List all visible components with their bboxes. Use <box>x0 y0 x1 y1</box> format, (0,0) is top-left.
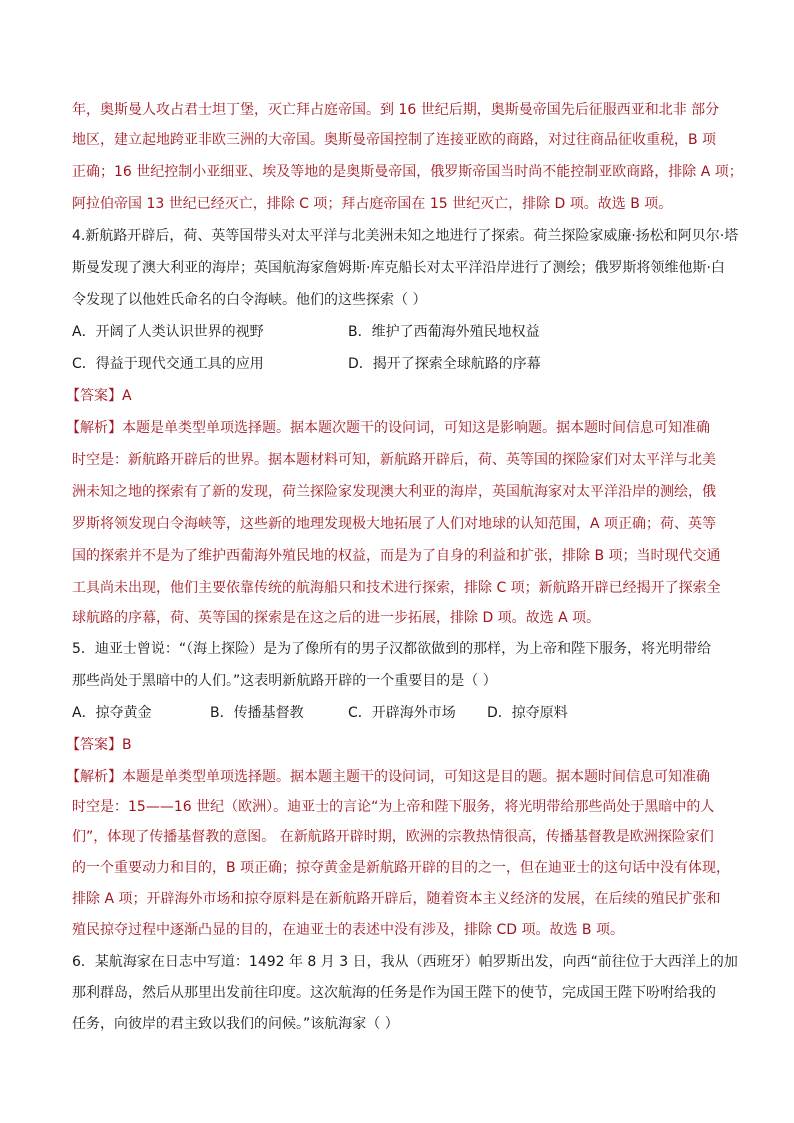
q4-analysis-line: 国的探索并不是为了维护西葡海外殖民地的权益，而是为了自身的利益和扩张，排除 B 项；当时现代交通 <box>72 548 721 564</box>
q4-analysis-line: 工具尚未出现，他们主要依靠传统的航海船只和技术进行探索，排除 C 项；新航路开辟已经揭开了探索全 <box>72 580 721 596</box>
q6-stem-line: 6．某航海家在日志中写道：1492 年 8 月 3 日，我从（西班牙）帕罗斯出发，向西“前往位于大西洋上的加 <box>72 954 738 970</box>
q4-stem-line: 令发现了以他姓氏命名的白令海峡。他们的这些探索（ ） <box>72 292 427 308</box>
q6-stem-line: 任务，向彼岸的君主致以我们的问候。”该航海家（ ） <box>72 1016 399 1032</box>
q6-stem-line: 那利群岛，然后从那里出发前往印度。这次航海的任务是作为国王陛下的使节，完成国王陛下吩咐给我的 <box>72 985 716 1001</box>
q3-analysis-line: 地区，建立起地跨亚非欧三洲的大帝国。奥斯曼帝国控制了连接亚欧的商路，对过往商品征收重税，B 项 <box>72 132 717 148</box>
q4-analysis-line: 洲未知之地的探索有了新的发现，荷兰探险家发现澳大利亚的海岸，英国航海家对太平洋沿岸的测绘，俄 <box>72 484 716 500</box>
q4-analysis-first-line <box>66 419 710 437</box>
q5-option-a: A．掠夺黄金 <box>72 705 152 721</box>
q4-analysis-line: 时空是：新航路开辟后的世界。据本题材料可知，新航路开辟后，荷、英等国的探险家们对太平洋与北美 <box>72 452 716 468</box>
analysis-tag: 【解析】 <box>66 769 122 785</box>
q4-stem-line: 4.新航路开辟后，荷、英等国带头对太平洋与北美洲未知之地进行了探索。荷兰探险家威廉·扬松和阿贝尔·塔 <box>72 228 739 244</box>
analysis-text: 本题是单类型单项选择题。据本题主题干的设问词，可知这是目的题。据本题时间信息可知准确 <box>122 769 710 785</box>
q4-analysis-line: 球航路的序幕，荷、英等国的探索是在这之后的进一步拓展，排除 D 项。故选 A 项。 <box>72 610 601 626</box>
q5-option-c: C．开辟海外市场 <box>348 705 456 721</box>
answer-tag: 【答案】 <box>66 388 122 404</box>
analysis-text: 本题是单类型单项选择题。据本题次题干的设问词，可知这是影响题。据本题时间信息可知准确 <box>122 420 710 436</box>
answer-tag: 【答案】 <box>66 737 122 753</box>
q5-option-d: D．掠夺原料 <box>487 705 568 721</box>
q4-stem-line: 斯曼发现了澳大利亚的海岸；英国航海家詹姆斯·库克船长对太平洋沿岸进行了测绘；俄罗斯将领维他斯·白 <box>72 260 725 276</box>
q5-analysis-line: 排除 A 项；开辟海外市场和掠夺原料是在新航路开辟后，随着资本主义经济的发展，在后续的殖民扩张和 <box>72 891 721 907</box>
q5-answer <box>66 736 132 754</box>
q4-option-d: D．揭开了探索全球航路的序幕 <box>348 356 541 372</box>
analysis-tag: 【解析】 <box>66 420 122 436</box>
q4-answer <box>66 387 132 405</box>
q5-analysis-first-line <box>66 768 710 786</box>
q4-option-b: B．维护了西葡海外殖民地权益 <box>348 324 540 340</box>
q4-analysis-line: 罗斯将领发现白令海峡等，这些新的地理发现极大地拓展了人们对地球的认知范围，A 项正确；荷、英等 <box>72 516 717 532</box>
q4-option-c: C．得益于现代交通工具的应用 <box>72 356 264 372</box>
q3-analysis-line: 正确；16 世纪控制小亚细亚、埃及等地的是奥斯曼帝国，俄罗斯帝国当时尚不能控制亚欧商路，排除 A 项； <box>72 164 743 180</box>
q3-analysis-line: 年，奥斯曼人攻占君士坦丁堡，灭亡拜占庭帝国。到 16 世纪后期，奥斯曼帝国先后征服西亚和北非 部分 <box>72 102 720 118</box>
q5-analysis-line: 的一个重要动力和目的，B 项正确；掠夺黄金是新航路开辟的目的之一，但在迪亚士的这句话中没有体现， <box>72 860 731 876</box>
q4-option-a: A．开阔了人类认识世界的视野 <box>72 324 264 340</box>
q5-stem-line: 5．迪亚士曾说：“（海上探险）是为了像所有的男子汉都欲做到的那样，为上帝和陛下服务，将光明带给 <box>72 641 712 657</box>
q5-analysis-line: 们”，体现了传播基督教的意图。 在新航路开辟时期，欧洲的宗教热情很高，传播基督教是欧洲探险家们 <box>72 829 714 845</box>
q5-option-b: B．传播基督教 <box>210 705 304 721</box>
q5-analysis-line: 殖民掠夺过程中逐渐凸显的目的，在迪亚士的表述中没有涉及，排除 CD 项。故选 B 项。 <box>72 922 624 938</box>
q3-analysis-line: 阿拉伯帝国 13 世纪已经灭亡，排除 C 项；拜占庭帝国在 15 世纪灭亡，排除 D 项。故选 B 项。 <box>72 196 673 212</box>
q5-stem-line: 那些尚处于黑暗中的人们。”这表明新航路开辟的一个重要目的是（ ） <box>72 673 497 689</box>
q5-analysis-line: 时空是：15——16 世纪（欧洲）。迪亚士的言论“为上帝和陛下服务，将光明带给那些尚处于黑暗中的人 <box>72 799 715 815</box>
answer-value: B <box>122 737 132 753</box>
answer-value: A <box>122 388 132 404</box>
